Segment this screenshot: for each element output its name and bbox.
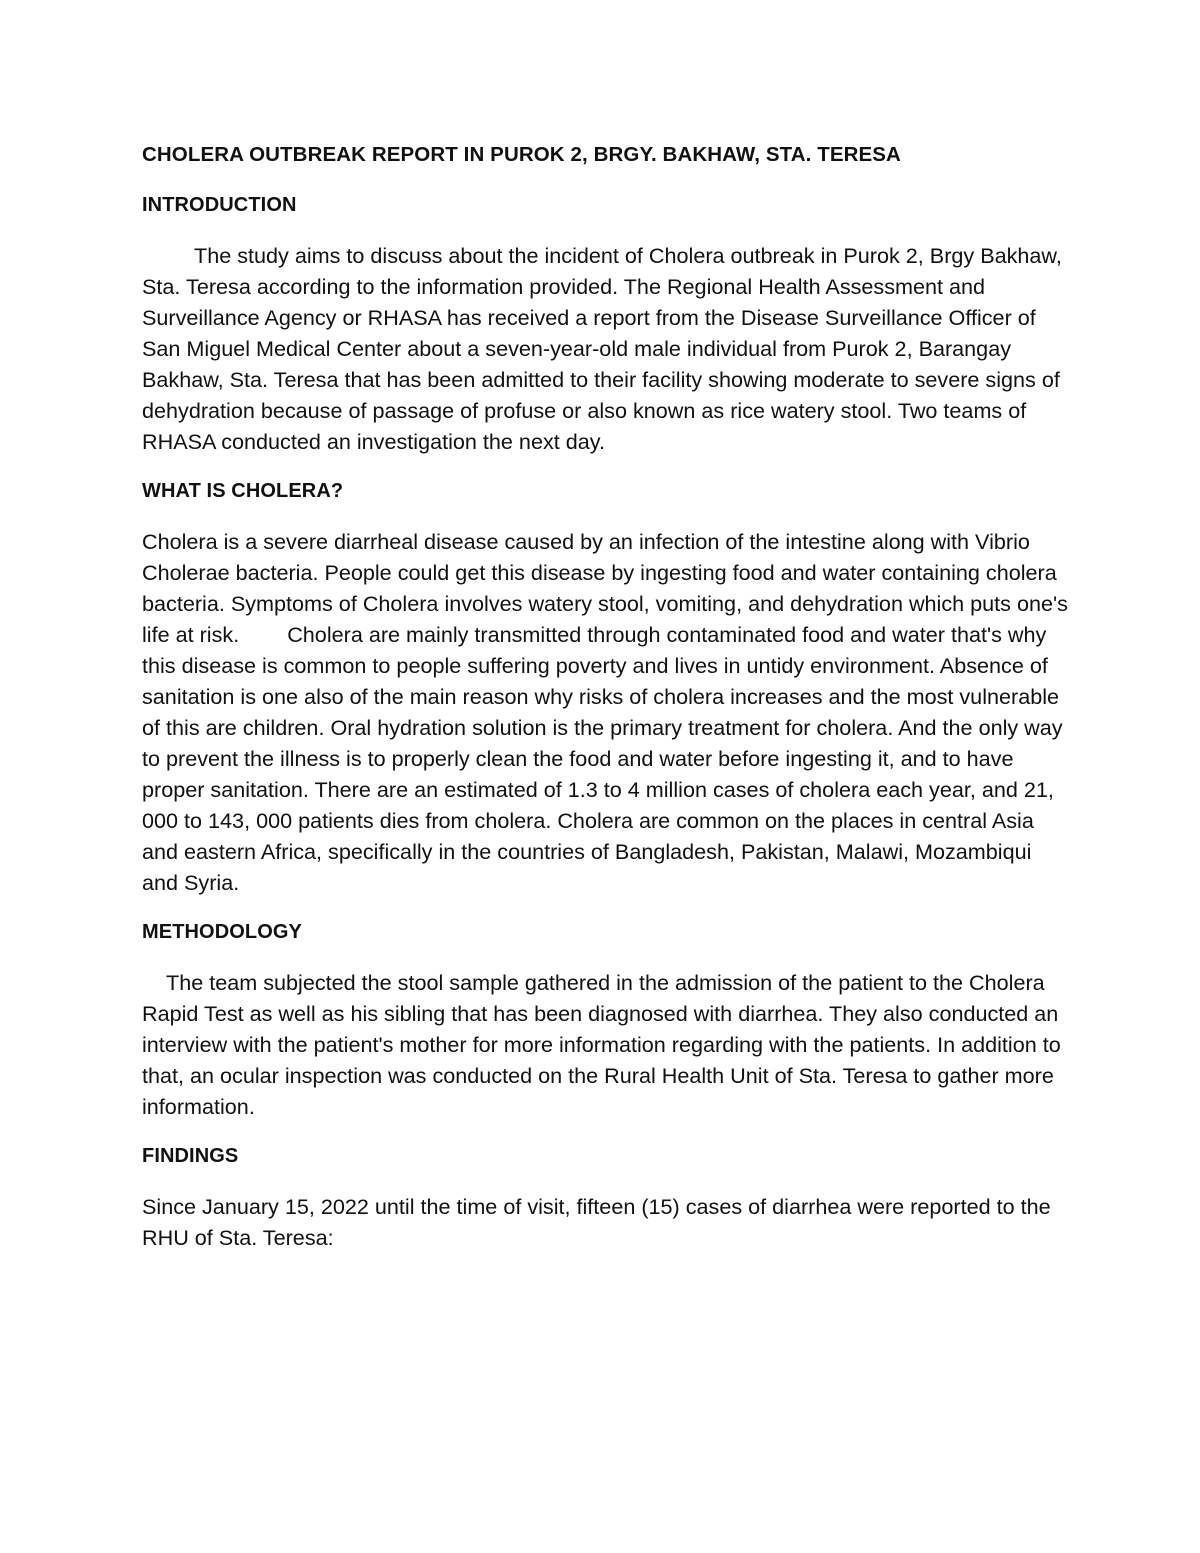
findings-heading: FINDINGS xyxy=(142,1145,239,1167)
methodology-heading: METHODOLOGY xyxy=(142,921,302,943)
methodology-paragraph: The team subjected the stool sample gathered in the admission of the patient to the Cholera Rapid Test as well as his sibling that has been diagnosed with diarrhea. They also conducted an interview with the patient's mother for more information regarding with the patients. In addition to that, an ocular inspection was conducted on the Rural Health Unit of Sta. Teresa to gather more information. xyxy=(142,970,1067,1119)
what-is-cholera-text-part2: Cholera are mainly transmitted through contaminated food and water that's why this disease is common to people suffering poverty and lives in untidy environment. Absence of sanitation is one also of the main reason why risks of cholera increases and the most vulnerable of this are children. Oral hydration solution is the primary treatment for cholera. And the only way to prevent the illness is to properly clean the food and water before ingesting it, and to have proper sanitation. There are an estimated of 1.3 to 4 million cases of cholera each year, and 21, 000 to 143, 000 patients dies from cholera. Cholera are common on the places in central Asia and eastern Africa, specifically in the countries of Bangladesh, Pakistan, Malawi, Mozambiqui and Syria. xyxy=(142,622,1069,895)
document-content xyxy=(142,140,1072,1272)
introduction-heading: INTRODUCTION xyxy=(142,194,297,216)
findings-paragraph: Since January 15, 2022 until the time of visit, fifteen (15) cases of diarrhea were reported to the RHU of Sta. Teresa: xyxy=(142,1194,1057,1250)
document-title: CHOLERA OUTBREAK REPORT IN PUROK 2, BRGY. BAKHAW, STA. TERESA xyxy=(142,143,901,166)
what-is-cholera-paragraph xyxy=(142,526,1072,898)
what-is-cholera-text-part1: Cholera is a severe diarrheal disease caused by an infection of the intestine along with Vibrio Cholerae bacteria. People could get this disease by ingesting food and water containing cholera bacteria. Symptoms of Cholera involves watery stool, vomiting, and dehydration which puts one's life at risk. xyxy=(142,529,1074,647)
what-is-cholera-heading: WHAT IS CHOLERA? xyxy=(142,480,344,502)
introduction-paragraph: The study aims to discuss about the incident of Cholera outbreak in Purok 2, Brgy Bakhaw, Sta. Teresa according to the information provided. The Regional Health Assessment and Surveillance Agency or RHASA has received a report from the Disease Surveillance Officer of San Miguel Medical Center about a seven-year-old male individual from Purok 2, Barangay Bakhaw, Sta. Teresa that has been admitted to their facility showing moderate to severe signs of dehydration because of passage of profuse or also known as rice watery stool. Two teams of RHASA conducted an investigation the next day. xyxy=(142,243,1068,454)
